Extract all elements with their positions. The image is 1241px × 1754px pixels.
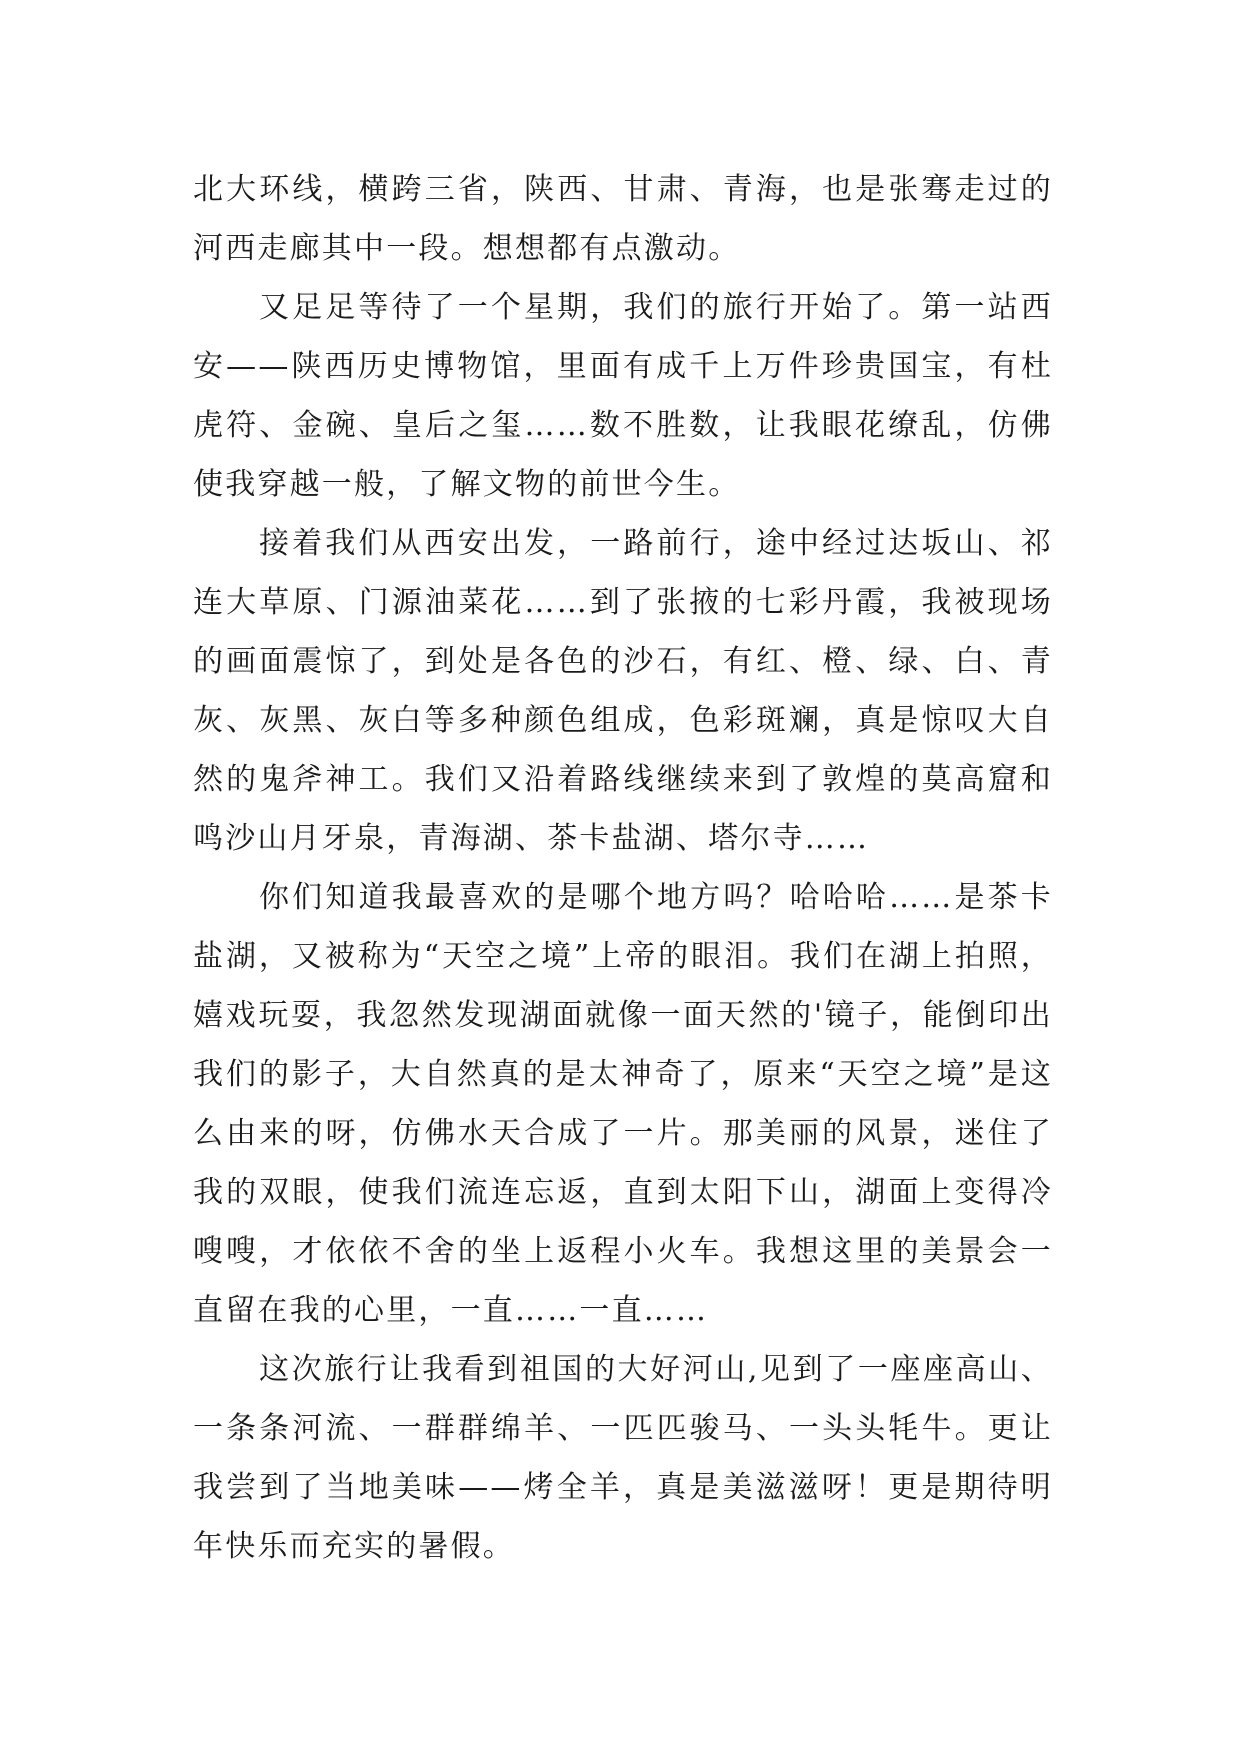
paragraph-1: 北大环线，横跨三省，陕西、甘肃、青海，也是张骞走过的河西走廊其中一段。想想都有点激动。 bbox=[193, 172, 1053, 266]
paragraph-3: 接着我们从西安出发，一路前行，途中经过达坂山、祁连大草原、门源油菜花……到了张掖的七彩丹霞，我被现场的画面震惊了，到处是各色的沙石，有红、橙、绿、白、青灰、灰黑、灰白等多种颜色组成，色彩斑斓，真是惊叹大自然的鬼斧神工。我们又沿着路线继续来到了敦煌的莫高窟和鸣沙山月牙泉，青海湖、茶卡盐湖、塔尔寺…… bbox=[193, 526, 1053, 856]
essay-body bbox=[193, 160, 1053, 1576]
paragraph-2: 又足足等待了一个星期，我们的旅行开始了。第一站西安——陕西历史博物馆，里面有成千上万件珍贵国宝，有杜虎符、金碗、皇后之玺……数不胜数，让我眼花缭乱，仿佛使我穿越一般，了解文物的前世今生。 bbox=[193, 290, 1053, 502]
paragraph-5: 这次旅行让我看到祖国的大好河山,见到了一座座高山、一条条河流、一群群绵羊、一匹匹骏马、一头头牦牛。更让我尝到了当地美味——烤全羊，真是美滋滋呀！更是期待明年快乐而充实的暑假。 bbox=[193, 1352, 1053, 1564]
paragraph-4: 你们知道我最喜欢的是哪个地方吗？哈哈哈……是茶卡盐湖，又被称为“天空之境”上帝的眼泪。我们在湖上拍照，嬉戏玩耍，我忽然发现湖面就像一面天然的'镜子，能倒印出我们的影子，大自然真的是太神奇了，原来“天空之境”是这么由来的呀，仿佛水天合成了一片。那美丽的风景，迷住了我的双眼，使我们流连忘返，直到太阳下山，湖面上变得冷嗖嗖，才依依不舍的坐上返程小火车。我想这里的美景会一直留在我的心里，一直……一直…… bbox=[193, 880, 1053, 1328]
